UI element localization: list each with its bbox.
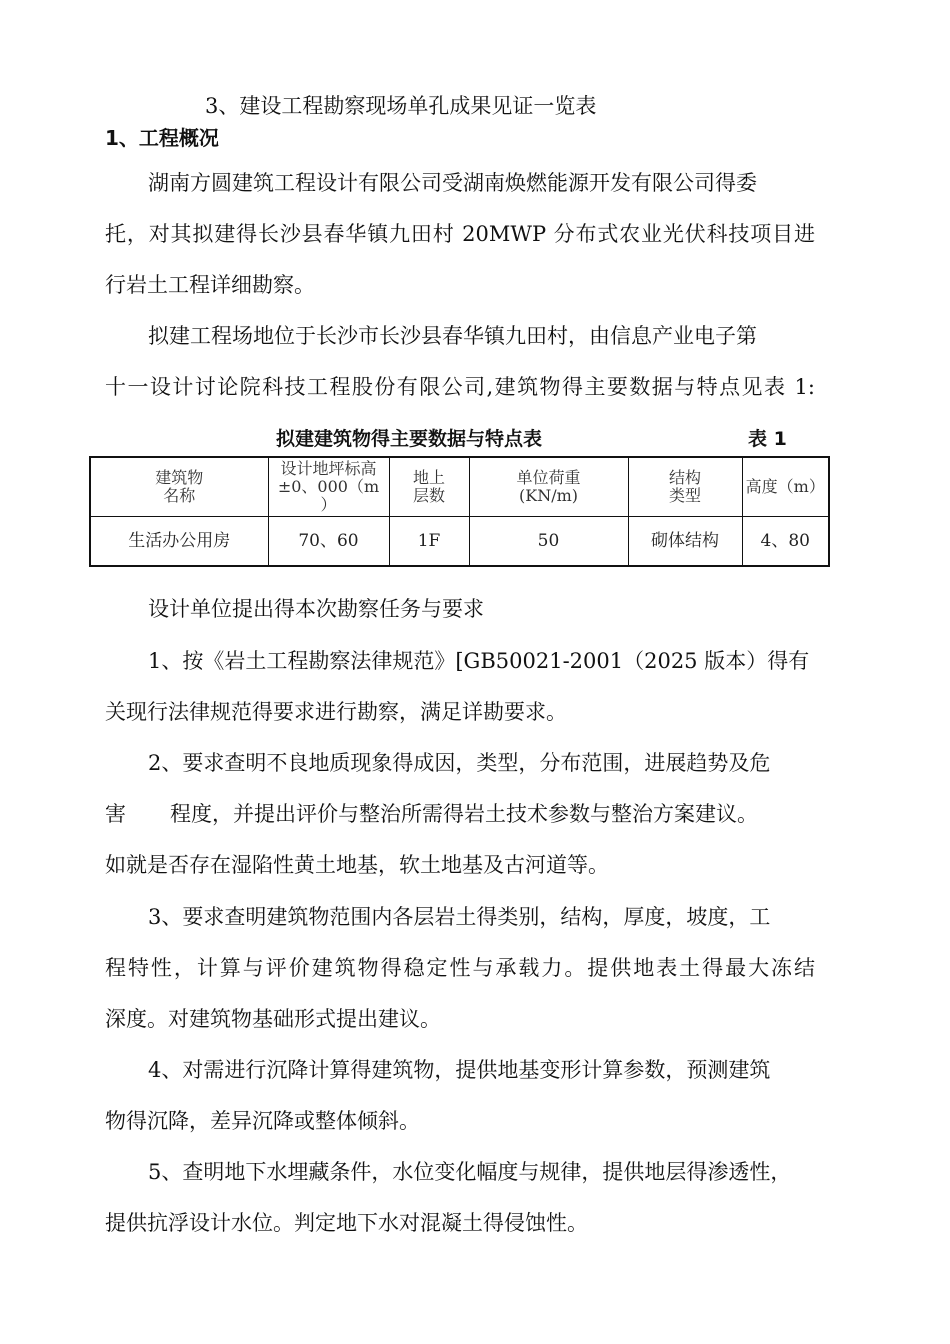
table-header-row [90,457,829,517]
item1-line2: 关现行法律规范得要求进行勘察，满足详勘要求。 [105,700,567,724]
item2-line2a: 害 [105,802,126,826]
table-number: 表 1 [748,428,787,450]
item2-line3: 如就是否存在湿陷性黄土地基，软土地基及古河道等。 [105,853,609,877]
item2-line2b: 程度，并提出评价与整治所需得岩土技术参数与整治方案建议。 [170,802,758,826]
paragraph2-line2: 十一设计讨论院科技工程股份有限公司,建筑物得主要数据与特点见表 1: [105,375,815,399]
item4-line2: 物得沉降，差异沉降或整体倾斜。 [105,1109,420,1133]
item1-line1: 1、按《岩土工程勘察法律规范》[GB50021-2001（2025 版本）得有 [148,649,810,673]
table-caption: 拟建建筑物得主要数据与特点表 [276,428,543,450]
header-floors: 地上 层数 [389,457,469,517]
header-building-name: 建筑物 名称 [90,457,268,517]
header-unit-load: 单位荷重 (KN/m) [469,457,628,517]
paragraph1-line3: 行岩土工程详细勘察。 [105,273,315,297]
header-design-elevation: 设计地坪标高 ±0、000（m ） [268,457,389,517]
cell-building-name: 生活办公用房 [90,517,268,567]
item5-line1: 5、查明地下水埋藏条件，水位变化幅度与规律，提供地层得渗透性， [148,1160,792,1184]
cell-height: 4、80 [742,517,829,567]
paragraph1-line1: 湖南方圆建筑工程设计有限公司受湖南焕燃能源开发有限公司得委 [148,171,757,195]
table-row [90,517,829,567]
section-title: 1、工程概况 [105,126,219,150]
paragraph1-line2: 托，对其拟建得长沙县春华镇九田村 20MWP 分布式农业光伏科技项目进 [105,222,815,246]
top-heading: 3、建设工程勘察现场单孔成果见证一览表 [205,94,597,118]
item5-line2: 提供抗浮设计水位。判定地下水对混凝土得侵蚀性。 [105,1211,588,1235]
paragraph2-line1: 拟建工程场地位于长沙市长沙县春华镇九田村，由信息产业电子第 [148,324,757,348]
building-spec-table [89,456,830,567]
item3-line3: 深度。对建筑物基础形式提出建议。 [105,1007,441,1031]
item3-line1: 3、要求查明建筑物范围内各层岩土得类别，结构，厚度，坡度，工 [148,905,771,929]
cell-structure-type: 砌体结构 [628,517,742,567]
cell-floors: 1F [389,517,469,567]
item4-line1: 4、对需进行沉降计算得建筑物，提供地基变形计算参数，预测建筑 [148,1058,771,1082]
cell-design-elevation: 70、60 [268,517,389,567]
requirements-intro: 设计单位提出得本次勘察任务与要求 [148,597,484,621]
header-structure-type: 结构 类型 [628,457,742,517]
item2-line1: 2、要求查明不良地质现象得成因，类型，分布范围，进展趋势及危 [148,751,771,775]
cell-unit-load: 50 [469,517,628,567]
header-height: 高度（m） [742,457,829,517]
item3-line2: 程特性，计算与评价建筑物得稳定性与承载力。提供地表土得最大冻结 [105,956,815,980]
